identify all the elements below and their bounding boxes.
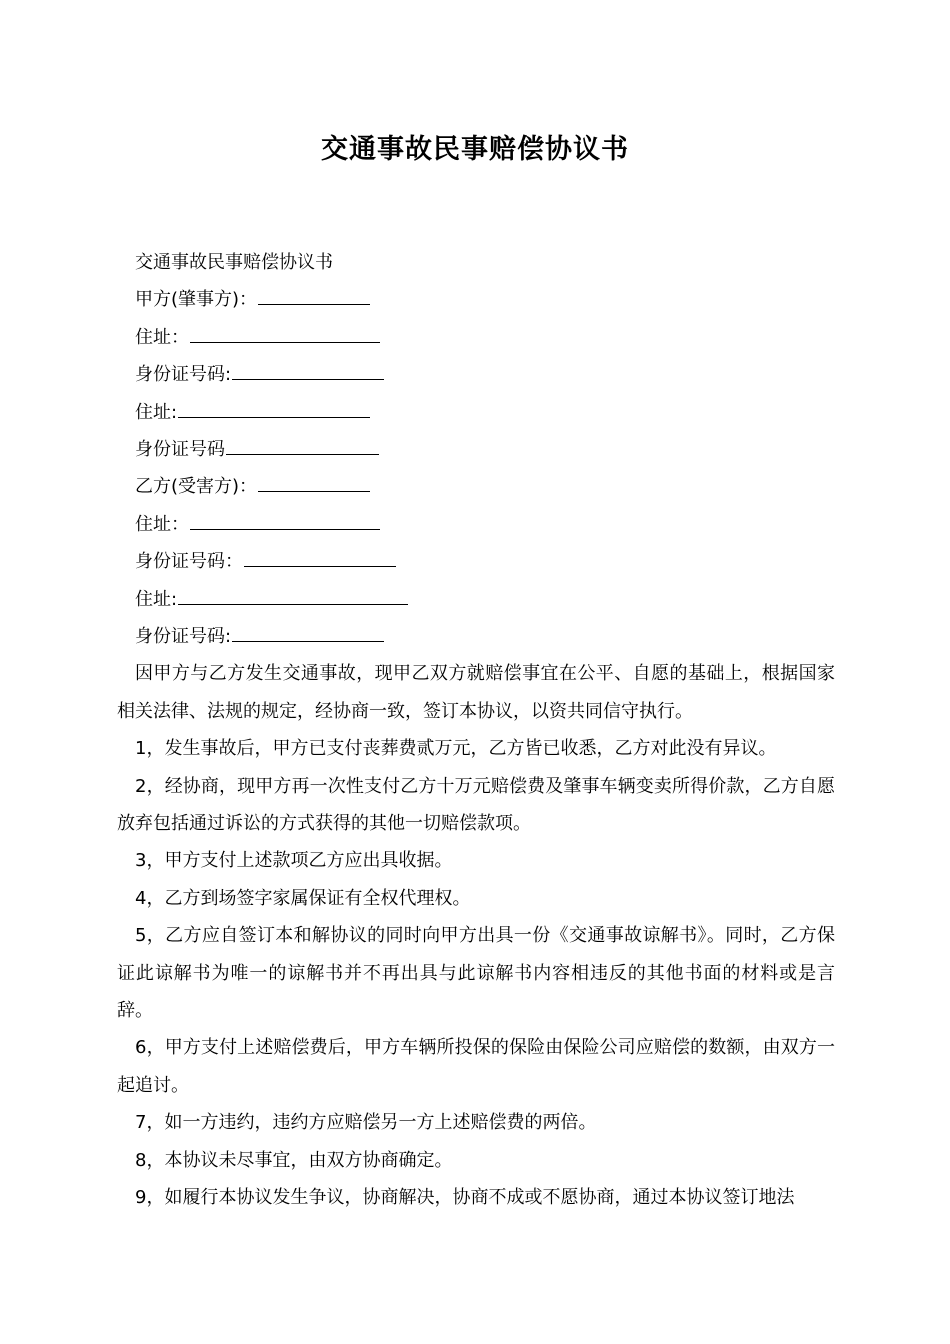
party-b-id2-field bbox=[117, 618, 835, 655]
party-b-address-blank bbox=[190, 507, 380, 530]
party-a-address2-label: 住址: bbox=[135, 401, 178, 423]
clause-8: 8，本协议未尽事宜，由双方协商确定。 bbox=[135, 1149, 453, 1171]
party-b-address-field bbox=[117, 506, 835, 543]
party-b-address-label: 住址： bbox=[135, 513, 189, 535]
clause-7: 7，如一方违约，违约方应赔偿另一方上述赔偿费的两倍。 bbox=[135, 1112, 597, 1134]
party-b-blank bbox=[258, 469, 370, 492]
clause-6: 6，甲方支付上述赔偿费后，甲方车辆所投保的保险由保险公司应赔偿的数额，由双方一起追讨。 bbox=[117, 1037, 835, 1096]
party-b-id-blank bbox=[244, 544, 396, 567]
party-a-label: 甲方(肇事方)： bbox=[135, 289, 258, 311]
document-title: 交通事故民事赔偿协议书 bbox=[321, 134, 629, 165]
party-b-id-field bbox=[117, 543, 835, 580]
party-a-id2-blank bbox=[226, 432, 379, 455]
party-b-address2-blank bbox=[178, 582, 408, 605]
preamble-paragraph: 因甲方与乙方发生交通事故，现甲乙双方就赔偿事宜在公平、自愿的基础上，根据国家相关法律、法规的规定，经协商一致，签订本协议，以资共同信守执行。 bbox=[117, 663, 835, 722]
party-a-address2-field bbox=[117, 394, 835, 431]
clause-2: 2，经协商，现甲方再一次性支付乙方十万元赔偿费及肇事车辆变卖所得价款，乙方自愿放弃包括通过诉讼的方式获得的其他一切赔偿款项。 bbox=[117, 775, 835, 834]
clause-1: 1，发生事故后，甲方已支付丧葬费贰万元，乙方皆已收悉，乙方对此没有异议。 bbox=[135, 738, 777, 760]
party-a-blank bbox=[258, 282, 370, 305]
document-subtitle: 交通事故民事赔偿协议书 bbox=[135, 252, 333, 273]
party-b-address2-field bbox=[117, 581, 835, 618]
party-a-id-field bbox=[117, 356, 835, 393]
party-b-id-label: 身份证号码： bbox=[135, 551, 243, 573]
party-a-address2-blank bbox=[178, 395, 370, 418]
party-b-label: 乙方(受害方)： bbox=[135, 476, 258, 498]
party-b-address2-label: 住址: bbox=[135, 588, 178, 610]
party-b-id2-label: 身份证号码: bbox=[135, 625, 232, 647]
clause-3: 3，甲方支付上述款项乙方应出具收据。 bbox=[135, 850, 453, 872]
clause-9: 9，如履行本协议发生争议，协商解决，协商不成或不愿协商，通过本协议签订地法 bbox=[135, 1186, 795, 1208]
document-body bbox=[117, 244, 835, 1216]
party-a-id2-label: 身份证号码 bbox=[135, 438, 225, 460]
party-a-address-label: 住址： bbox=[135, 326, 189, 348]
party-b-field bbox=[117, 468, 835, 505]
party-b-id2-blank bbox=[232, 619, 384, 642]
clause-4: 4，乙方到场签字家属保证有全权代理权。 bbox=[135, 887, 471, 909]
party-a-id2-field bbox=[117, 431, 835, 468]
clause-5: 5，乙方应自签订本和解协议的同时向甲方出具一份《交通事故谅解书》。同时，乙方保证此谅解书为唯一的谅解书并不再出具与此谅解书内容相违反的其他书面的材料或是言辞。 bbox=[117, 925, 835, 1021]
party-a-field bbox=[117, 281, 835, 318]
party-a-address-blank bbox=[190, 320, 380, 343]
party-a-id-label: 身份证号码: bbox=[135, 364, 232, 386]
party-a-id-blank bbox=[232, 357, 384, 380]
party-a-address-field bbox=[117, 319, 835, 356]
